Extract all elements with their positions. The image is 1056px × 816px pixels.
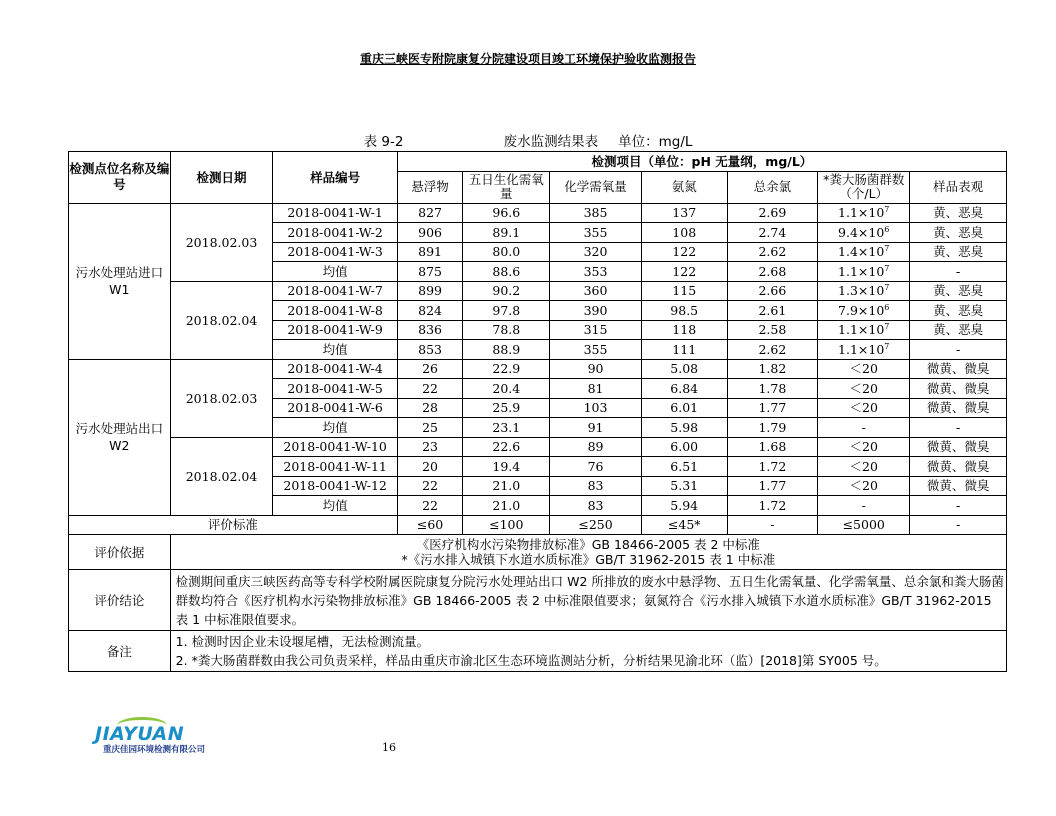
coliform-cell	[818, 418, 910, 438]
value-cell: 115	[641, 281, 727, 301]
coliform-exponent: 7	[884, 322, 890, 332]
value-cell: 88.6	[463, 262, 550, 282]
value-cell: 1.68	[727, 437, 817, 457]
standard-row	[69, 515, 1007, 535]
basis-row	[69, 535, 1007, 570]
header-col: 化学需氧量	[550, 171, 641, 203]
standard-value-cell: ≤5000	[818, 515, 910, 535]
value-cell: 2.74	[727, 223, 817, 243]
remark-row	[69, 631, 1007, 672]
coliform-mantissa: ＜20	[849, 380, 878, 396]
value-cell: 88.9	[463, 340, 550, 360]
value-cell: 19.4	[463, 457, 550, 477]
value-cell: 22	[397, 496, 462, 516]
value-cell: 90.2	[463, 281, 550, 301]
table-row	[69, 359, 1007, 379]
value-cell: 899	[397, 281, 462, 301]
conclusion-text: 检测期间重庆三峡医药高等专科学校附属医院康复分院污水处理站出口 W2 所排放的废水中悬浮物、五日生化需氧量、化学需氧量、总余氯和粪大肠菌群数均符合《医疗机构水污染物排放标准》GB 18466-2005 表 2 中标准限值要求；氨氮符合《污水排入城镇下水道水质标准》GB/T 31962-2015 表 1 中标准限值要求。	[170, 570, 1006, 631]
appearance-cell: 黄、恶臭	[910, 281, 1007, 301]
header-sample: 样品编号	[273, 152, 398, 204]
value-cell: 1.77	[727, 476, 817, 496]
value-cell: 827	[397, 203, 462, 223]
coliform-mantissa: 7.9×10	[838, 302, 885, 318]
value-cell: 1.72	[727, 457, 817, 477]
value-cell: 5.08	[641, 359, 727, 379]
sample-id-cell: 2018-0041-W-7	[273, 281, 398, 301]
value-cell: 103	[550, 398, 641, 418]
standard-label: 评价标准	[69, 515, 398, 535]
value-cell: 906	[397, 223, 462, 243]
header-col: 总余氯	[727, 171, 817, 203]
value-cell: 2.62	[727, 340, 817, 360]
site-name-cell: 污水处理站出口 W2	[69, 359, 171, 515]
value-cell: 315	[550, 320, 641, 340]
coliform-mantissa: 9.4×10	[838, 224, 885, 240]
appearance-cell: 微黄、微臭	[910, 398, 1007, 418]
value-cell: 355	[550, 340, 641, 360]
sample-id-cell: 均值	[273, 496, 398, 516]
value-cell: 81	[550, 379, 641, 399]
coliform-exponent: 7	[884, 244, 890, 254]
sample-id-cell: 2018-0041-W-6	[273, 398, 398, 418]
company-name: 重庆佳园环境检测有限公司	[103, 745, 206, 755]
sample-id-cell: 2018-0041-W-8	[273, 301, 398, 321]
coliform-cell	[818, 457, 910, 477]
appearance-cell: -	[910, 340, 1007, 360]
coliform-cell	[818, 340, 910, 360]
sample-id-cell: 2018-0041-W-4	[273, 359, 398, 379]
value-cell: 23.1	[463, 418, 550, 438]
appearance-cell: -	[910, 496, 1007, 516]
conclusion-label: 评价结论	[69, 570, 171, 631]
coliform-mantissa: 1.1×10	[838, 341, 885, 357]
sample-id-cell: 2018-0041-W-2	[273, 223, 398, 243]
coliform-mantissa: ＜20	[849, 458, 878, 474]
basis-line: 《医疗机构水污染物排放标准》GB 18466-2005 表 2 中标准	[416, 537, 760, 552]
coliform-cell	[818, 281, 910, 301]
standard-value-cell: ≤45*	[641, 515, 727, 535]
header-date: 检测日期	[170, 152, 273, 204]
value-cell: 875	[397, 262, 462, 282]
value-cell: 891	[397, 242, 462, 262]
logo-text: JIAYUAN	[95, 723, 185, 745]
value-cell: 83	[550, 476, 641, 496]
date-cell: 2018.02.03	[170, 359, 273, 437]
value-cell: 1.72	[727, 496, 817, 516]
value-cell: 2.61	[727, 301, 817, 321]
value-cell: 355	[550, 223, 641, 243]
caption-name: 废水监测结果表	[503, 134, 599, 150]
header-site: 检测点位名称及编号	[69, 152, 171, 204]
value-cell: 122	[641, 242, 727, 262]
coliform-cell	[818, 437, 910, 457]
value-cell: 80.0	[463, 242, 550, 262]
value-cell: 83	[550, 496, 641, 516]
value-cell: 22.9	[463, 359, 550, 379]
sample-id-cell: 2018-0041-W-10	[273, 437, 398, 457]
value-cell: 78.8	[463, 320, 550, 340]
basis-label: 评价依据	[69, 535, 171, 570]
date-cell: 2018.02.04	[170, 281, 273, 359]
appearance-cell: 微黄、微臭	[910, 359, 1007, 379]
remark-line: 2. *粪大肠菌群数由我公司负责采样，样品由重庆市渝北区生态环境监测站分析，分析结果见渝北环（监）[2018]第 SY005 号。	[175, 653, 887, 668]
table-row	[69, 281, 1007, 301]
date-cell: 2018.02.03	[170, 203, 273, 281]
coliform-cell	[818, 476, 910, 496]
value-cell: 111	[641, 340, 727, 360]
sample-id-cell: 2018-0041-W-5	[273, 379, 398, 399]
value-cell: 97.8	[463, 301, 550, 321]
page-number: 16	[382, 741, 396, 754]
table-row	[69, 203, 1007, 223]
appearance-cell: -	[910, 418, 1007, 438]
basis-content	[170, 535, 1006, 570]
value-cell: 6.51	[641, 457, 727, 477]
value-cell: 76	[550, 457, 641, 477]
value-cell: 22	[397, 476, 462, 496]
coliform-exponent: 7	[884, 283, 890, 293]
sample-id-cell: 均值	[273, 340, 398, 360]
value-cell: 1.82	[727, 359, 817, 379]
header-col: 五日生化需氧量	[463, 171, 550, 203]
value-cell: 1.77	[727, 398, 817, 418]
value-cell: 108	[641, 223, 727, 243]
conclusion-row	[69, 570, 1007, 631]
value-cell: 1.79	[727, 418, 817, 438]
value-cell: 320	[550, 242, 641, 262]
value-cell: 118	[641, 320, 727, 340]
value-cell: 6.84	[641, 379, 727, 399]
appearance-cell: 黄、恶臭	[910, 320, 1007, 340]
appearance-cell: 黄、恶臭	[910, 203, 1007, 223]
coliform-exponent: 7	[884, 341, 890, 351]
appearance-cell: 黄、恶臭	[910, 242, 1007, 262]
coliform-mantissa: 1.1×10	[838, 205, 885, 221]
value-cell: 390	[550, 301, 641, 321]
value-cell: 360	[550, 281, 641, 301]
appearance-cell: -	[910, 262, 1007, 282]
sample-id-cell: 2018-0041-W-11	[273, 457, 398, 477]
header-items-group: 检测项目（单位：pH 无量纲，mg/L）	[397, 152, 1006, 172]
coliform-cell	[818, 203, 910, 223]
value-cell: 5.94	[641, 496, 727, 516]
sample-id-cell: 2018-0041-W-9	[273, 320, 398, 340]
standard-value-cell: ≤60	[397, 515, 462, 535]
value-cell: 22.6	[463, 437, 550, 457]
coliform-cell	[818, 262, 910, 282]
value-cell: 98.5	[641, 301, 727, 321]
value-cell: 5.98	[641, 418, 727, 438]
value-cell: 5.31	[641, 476, 727, 496]
coliform-cell	[818, 359, 910, 379]
coliform-cell	[818, 398, 910, 418]
value-cell: 2.58	[727, 320, 817, 340]
value-cell: 25	[397, 418, 462, 438]
value-cell: 21.0	[463, 476, 550, 496]
coliform-cell	[818, 320, 910, 340]
header-col: 悬浮物	[397, 171, 462, 203]
coliform-cell	[818, 301, 910, 321]
value-cell: 89	[550, 437, 641, 457]
value-cell: 23	[397, 437, 462, 457]
remark-label: 备注	[69, 631, 171, 672]
sample-id-cell: 2018-0041-W-12	[273, 476, 398, 496]
appearance-cell: 微黄、微臭	[910, 379, 1007, 399]
sample-id-cell: 均值	[273, 262, 398, 282]
remark-content	[170, 631, 1006, 672]
value-cell: 6.01	[641, 398, 727, 418]
appearance-cell: 微黄、微臭	[910, 457, 1007, 477]
coliform-exponent: 6	[884, 224, 890, 234]
appearance-cell: 黄、恶臭	[910, 301, 1007, 321]
company-logo	[95, 723, 265, 755]
sample-id-cell: 2018-0041-W-1	[273, 203, 398, 223]
value-cell: 2.69	[727, 203, 817, 223]
basis-line: *《污水排入城镇下水道水质标准》GB/T 31962-2015 表 1 中标准	[401, 552, 776, 567]
value-cell: 25.9	[463, 398, 550, 418]
caption-table-no: 表 9-2	[363, 134, 404, 150]
value-cell: 836	[397, 320, 462, 340]
coliform-exponent: 6	[884, 302, 890, 312]
coliform-mantissa: ＜20	[849, 400, 878, 416]
appearance-cell: 微黄、微臭	[910, 437, 1007, 457]
value-cell: 1.78	[727, 379, 817, 399]
table-caption	[0, 130, 1056, 150]
standard-value-cell: -	[727, 515, 817, 535]
site-name-cell: 污水处理站进口 W1	[69, 203, 171, 359]
standard-value-cell: ≤250	[550, 515, 641, 535]
coliform-cell	[818, 496, 910, 516]
value-cell: 6.00	[641, 437, 727, 457]
coliform-mantissa: 1.3×10	[838, 283, 885, 299]
coliform-mantissa: 1.4×10	[838, 244, 885, 260]
value-cell: 91	[550, 418, 641, 438]
header-col: 氨氮	[641, 171, 727, 203]
coliform-mantissa: -	[861, 419, 866, 435]
value-cell: 122	[641, 262, 727, 282]
value-cell: 385	[550, 203, 641, 223]
header-col: *粪大肠菌群数（个/L）	[818, 171, 910, 203]
value-cell: 21.0	[463, 496, 550, 516]
caption-unit: 单位：mg/L	[618, 134, 693, 150]
value-cell: 824	[397, 301, 462, 321]
coliform-mantissa: 1.1×10	[838, 322, 885, 338]
value-cell: 2.62	[727, 242, 817, 262]
sample-id-cell: 均值	[273, 418, 398, 438]
table-row	[69, 437, 1007, 457]
coliform-mantissa: ＜20	[849, 439, 878, 455]
coliform-exponent: 7	[884, 205, 890, 215]
sample-id-cell: 2018-0041-W-3	[273, 242, 398, 262]
coliform-exponent: 7	[884, 263, 890, 273]
value-cell: 90	[550, 359, 641, 379]
value-cell: 853	[397, 340, 462, 360]
value-cell: 353	[550, 262, 641, 282]
value-cell: 28	[397, 398, 462, 418]
coliform-cell	[818, 242, 910, 262]
value-cell: 2.68	[727, 262, 817, 282]
standard-value-cell: -	[910, 515, 1007, 535]
coliform-mantissa: ＜20	[849, 361, 878, 377]
value-cell: 2.66	[727, 281, 817, 301]
report-title: 重庆三峡医专附院康复分院建设项目竣工环境保护验收监测报告	[359, 52, 696, 66]
value-cell: 26	[397, 359, 462, 379]
coliform-mantissa: ＜20	[849, 478, 878, 494]
coliform-mantissa: 1.1×10	[838, 263, 885, 279]
value-cell: 20	[397, 457, 462, 477]
wastewater-results-table	[68, 151, 1007, 672]
coliform-mantissa: -	[861, 497, 866, 513]
appearance-cell: 黄、恶臭	[910, 223, 1007, 243]
coliform-cell	[818, 223, 910, 243]
appearance-cell: 微黄、微臭	[910, 476, 1007, 496]
date-cell: 2018.02.04	[170, 437, 273, 515]
standard-value-cell: ≤100	[463, 515, 550, 535]
value-cell: 20.4	[463, 379, 550, 399]
value-cell: 137	[641, 203, 727, 223]
value-cell: 89.1	[463, 223, 550, 243]
value-cell: 96.6	[463, 203, 550, 223]
value-cell: 22	[397, 379, 462, 399]
coliform-cell	[818, 379, 910, 399]
header-col: 样品表观	[910, 171, 1007, 203]
remark-line: 1. 检测时因企业未设堰尾槽，无法检测流量。	[175, 634, 430, 649]
